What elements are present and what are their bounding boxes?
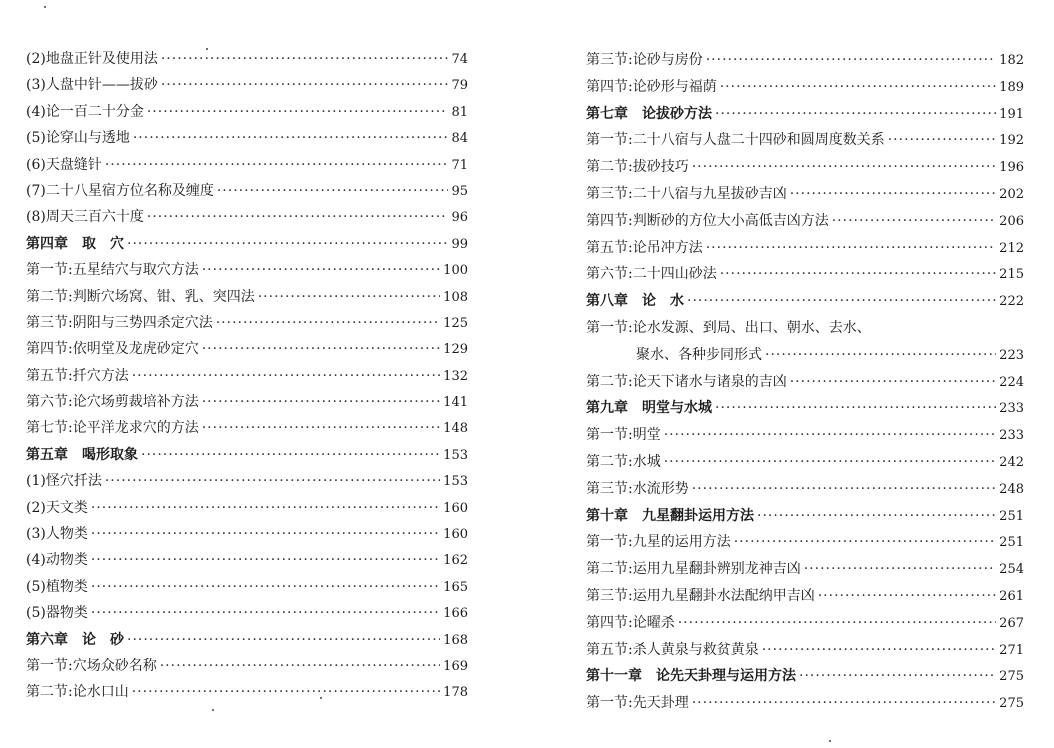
toc-entry	[26, 468, 468, 494]
toc-page-number: 242	[999, 454, 1024, 470]
toc-entry-label: 第四节:依明堂及龙虎砂定穴	[26, 341, 199, 358]
toc-page-number: 95	[451, 183, 468, 199]
toc-entry	[586, 154, 1024, 181]
scan-speck	[212, 709, 214, 711]
toc-leader-dots	[161, 46, 449, 72]
toc-entry-label: (5)器物类	[26, 605, 88, 622]
toc-entry	[26, 178, 468, 204]
toc-right-page	[586, 0, 1024, 717]
toc-page-number: 206	[999, 213, 1024, 229]
toc-entry-label: 第六节:二十四山砂法	[586, 266, 717, 283]
toc-chapter-entry	[586, 663, 1024, 690]
toc-entry	[26, 336, 468, 362]
scan-speck	[44, 6, 46, 8]
toc-page-number: 100	[443, 263, 468, 279]
toc-entry	[586, 127, 1024, 154]
toc-entry	[586, 556, 1024, 583]
toc-entry-label: (8)周天三百六十度	[26, 209, 144, 226]
toc-page-number: 148	[443, 421, 468, 437]
toc-entry	[26, 310, 468, 336]
toc-leader-dots	[160, 653, 440, 679]
toc-leader-dots	[127, 627, 440, 653]
toc-entry-label: 第一节:五星结穴与取穴方法	[26, 262, 199, 279]
toc-leader-dots	[216, 310, 440, 336]
toc-entry	[26, 152, 468, 178]
toc-entry-label: (6)天盘缝针	[26, 156, 102, 173]
toc-entry	[586, 74, 1024, 101]
toc-entry-label: 第十一章 论先天卦理与运用方法	[586, 668, 796, 685]
toc-chapter-entry	[586, 288, 1024, 315]
toc-entry-label: 第四节:论曜杀	[586, 614, 675, 631]
toc-entry	[26, 653, 468, 679]
toc-chapter-entry	[26, 442, 468, 468]
toc-leader-dots	[147, 99, 449, 125]
toc-entry-label: 第四节:判断砂的方位大小高低吉凶方法	[586, 212, 829, 229]
toc-entry-label: (4)动物类	[26, 552, 88, 569]
toc-page-number: 84	[451, 131, 468, 147]
toc-entry-label: 第一节:论水发源、到局、出口、朝水、去水、	[586, 319, 871, 336]
toc-leader-dots	[132, 679, 440, 705]
toc-entry-label: (1)怪穴扦法	[26, 473, 102, 490]
toc-entry-label: 第十章 九星翻卦运用方法	[586, 507, 754, 524]
toc-leader-dots	[217, 178, 449, 204]
toc-entry-label: 第六节:论穴场剪裁培补方法	[26, 394, 199, 411]
toc-page-number: 271	[999, 642, 1024, 658]
toc-entry-label: 第五章 喝形取象	[26, 446, 138, 463]
toc-leader-dots	[147, 204, 449, 230]
toc-leader-dots	[161, 72, 449, 98]
toc-page-number: 223	[999, 347, 1024, 363]
toc-chapter-entry	[586, 503, 1024, 530]
toc-entry	[26, 415, 468, 441]
toc-entry-label: 第四章 取 穴	[26, 235, 124, 252]
toc-page-number: 153	[443, 447, 468, 463]
toc-entry	[586, 47, 1024, 74]
toc-entry	[26, 600, 468, 626]
toc-entry-label: (7)二十八星宿方位名称及缠度	[26, 182, 214, 199]
toc-entry	[586, 449, 1024, 476]
toc-entry-label: (2)天文类	[26, 499, 88, 516]
toc-page-number: 251	[999, 535, 1024, 551]
toc-page-number: 129	[443, 342, 468, 358]
toc-leader-dots	[105, 468, 440, 494]
toc-leader-dots	[91, 521, 440, 547]
toc-leader-dots	[91, 547, 440, 573]
toc-page-number: 81	[451, 104, 468, 120]
toc-page-number: 162	[443, 553, 468, 569]
toc-entry-label: 第七章 论拔砂方法	[586, 105, 712, 122]
toc-entry-label: 第一节:穴场众砂名称	[26, 657, 157, 674]
toc-entry-label: 第九章 明堂与水城	[586, 400, 712, 417]
toc-page-number: 196	[999, 160, 1024, 176]
toc-page-number: 251	[999, 508, 1024, 524]
toc-page-number: 108	[443, 289, 468, 305]
toc-entry	[586, 369, 1024, 396]
toc-entry	[586, 476, 1024, 503]
toc-entry	[26, 72, 468, 98]
toc-entry-label: (3)人盘中针——拔砂	[26, 77, 158, 94]
toc-leader-dots	[692, 690, 996, 717]
toc-page-number: 248	[999, 481, 1024, 497]
toc-leader-dots	[127, 231, 448, 257]
toc-entry	[26, 363, 468, 389]
toc-leader-dots	[105, 152, 449, 178]
toc-leader-dots	[258, 284, 440, 310]
toc-entry	[586, 235, 1024, 262]
toc-leader-dots	[91, 574, 440, 600]
toc-leader-dots	[888, 127, 996, 154]
toc-page-number: 191	[999, 106, 1024, 122]
toc-entry	[586, 181, 1024, 208]
toc-page-number: 165	[443, 579, 468, 595]
toc-page-number: 275	[999, 669, 1024, 685]
toc-leader-dots	[715, 395, 996, 422]
toc-page-number: 71	[451, 157, 468, 173]
toc-entry	[26, 257, 468, 283]
scan-speck	[320, 697, 322, 699]
toc-leader-dots	[715, 101, 996, 128]
toc-page-number: 99	[451, 236, 468, 252]
toc-leader-dots	[91, 600, 440, 626]
toc-entry	[26, 521, 468, 547]
toc-page-number: 202	[999, 186, 1024, 202]
toc-chapter-entry	[26, 231, 468, 257]
toc-leader-dots	[132, 363, 440, 389]
toc-entry-label: 第七节:论平洋龙求穴的方法	[26, 420, 199, 437]
toc-page-number: 166	[443, 606, 468, 622]
toc-entry	[26, 679, 468, 705]
toc-entry-label: 第三节:论砂与房份	[586, 52, 703, 68]
toc-leader-dots	[141, 442, 440, 468]
toc-entry	[26, 125, 468, 151]
toc-page-number: 212	[999, 240, 1024, 256]
toc-entry-label: 第一节:九星的运用方法	[586, 534, 731, 551]
toc-entry-label: 第五节:杀人黄泉与救贫黄泉	[586, 641, 759, 658]
toc-entry	[586, 208, 1024, 235]
toc-left-page	[26, 0, 468, 706]
scan-speck	[829, 740, 831, 742]
toc-leader-dots	[687, 288, 996, 315]
toc-entry	[586, 610, 1024, 637]
toc-leader-dots	[720, 74, 996, 101]
scan-speck	[206, 48, 208, 50]
toc-leader-dots	[91, 495, 440, 521]
toc-entry	[26, 574, 468, 600]
toc-page-number: 160	[443, 500, 468, 516]
toc-page-number: 160	[443, 527, 468, 543]
toc-entry-label: (2)地盘正针及使用法	[26, 51, 158, 67]
toc-page-number: 168	[443, 632, 468, 648]
toc-entry-label: 第五节:扦穴方法	[26, 367, 129, 384]
toc-entry-label: 第二节:论天下诸水与诸泉的吉凶	[586, 373, 787, 390]
toc-page-number: 169	[443, 658, 468, 674]
toc-entry	[586, 422, 1024, 449]
toc-leader-dots	[202, 257, 440, 283]
toc-leader-dots	[202, 389, 440, 415]
toc-page-number: 275	[999, 696, 1024, 712]
toc-leader-dots	[720, 261, 996, 288]
toc-page-number: 141	[443, 395, 468, 411]
toc-leader-dots	[762, 637, 996, 664]
toc-entry	[586, 583, 1024, 610]
toc-entry-label: 第二节:论水口山	[26, 684, 129, 701]
toc-entry-label: 第二节:水城	[586, 453, 661, 470]
toc-entry-label: 第一节:二十八宿与人盘二十四砂和圆周度数关系	[586, 132, 885, 149]
toc-leader-dots	[692, 154, 996, 181]
toc-page-number: 182	[999, 53, 1024, 68]
toc-leader-dots	[202, 415, 440, 441]
toc-page-number: 125	[443, 315, 468, 331]
toc-page-number: 224	[999, 374, 1024, 390]
toc-entry-label: 第二节:运用九星翻卦辨别龙神吉凶	[586, 561, 801, 578]
toc-entry	[26, 46, 468, 72]
toc-leader-dots	[692, 476, 996, 503]
toc-entry-label: (4)论一百二十分金	[26, 103, 144, 120]
toc-chapter-entry	[586, 395, 1024, 422]
toc-leader-dots	[765, 342, 996, 369]
toc-entry-label: 第二节:判断穴场窝、钳、乳、突四法	[26, 288, 255, 305]
toc-page-number: 74	[451, 52, 468, 67]
toc-entry-label: 第三节:运用九星翻卦水法配纳甲吉凶	[586, 587, 815, 604]
toc-entry	[586, 315, 1024, 342]
toc-entry-label: 第二节:拔砂技巧	[586, 159, 689, 176]
toc-page-number: 215	[999, 267, 1024, 283]
toc-leader-dots	[133, 125, 449, 151]
toc-page-number: 192	[999, 133, 1024, 149]
toc-leader-dots	[804, 556, 996, 583]
toc-page-number: 132	[443, 368, 468, 384]
toc-page-number: 267	[999, 615, 1024, 631]
toc-entry-label: 第六章 论 砂	[26, 631, 124, 648]
toc-leader-dots	[734, 529, 996, 556]
toc-entry	[26, 284, 468, 310]
toc-leader-dots	[664, 449, 996, 476]
toc-entry	[26, 495, 468, 521]
toc-leader-dots	[757, 503, 996, 530]
toc-entry	[26, 547, 468, 573]
toc-page-number: 233	[999, 428, 1024, 444]
toc-entry	[586, 637, 1024, 664]
toc-leader-dots	[832, 208, 996, 235]
toc-entry	[586, 261, 1024, 288]
toc-leader-dots	[706, 235, 996, 262]
toc-page-number: 261	[999, 588, 1024, 604]
toc-page-number: 254	[999, 562, 1024, 578]
toc-entry	[26, 389, 468, 415]
toc-leader-dots	[664, 422, 996, 449]
toc-entry-label: 第三节:二十八宿与九星拔砂吉凶	[586, 185, 787, 202]
toc-entry-label: 第一节:先天卦理	[586, 695, 689, 712]
toc-chapter-entry	[586, 101, 1024, 128]
toc-entry-label: 聚水、各种步同形式	[636, 346, 762, 363]
toc-page-number: 79	[451, 78, 468, 94]
toc-entry	[26, 204, 468, 230]
toc-entry	[586, 529, 1024, 556]
toc-page-number: 233	[999, 401, 1024, 417]
toc-page-number: 153	[443, 474, 468, 490]
toc-entry-label: 第三节:水流形势	[586, 480, 689, 497]
toc-entry-label: (5)植物类	[26, 578, 88, 595]
toc-leader-dots	[706, 47, 996, 74]
toc-entry-label: (5)论穿山与透地	[26, 130, 130, 147]
toc-leader-dots	[790, 181, 996, 208]
toc-leader-dots	[202, 336, 440, 362]
toc-entry-label: (3)人物类	[26, 526, 88, 543]
toc-entry	[586, 690, 1024, 717]
toc-leader-dots	[818, 583, 996, 610]
toc-entry-label: 第三节:阴阳与三势四杀定穴法	[26, 314, 213, 331]
toc-entry	[586, 342, 1024, 369]
toc-leader-dots	[799, 663, 996, 690]
toc-entry-label: 第八章 论 水	[586, 293, 684, 310]
toc-entry-label: 第五节:论吊冲方法	[586, 239, 703, 256]
toc-entry	[26, 99, 468, 125]
toc-page-number: 222	[999, 294, 1024, 310]
toc-chapter-entry	[26, 627, 468, 653]
toc-page-number: 96	[451, 210, 468, 226]
toc-page-number: 178	[443, 685, 468, 701]
toc-entry-label: 第一节:明堂	[586, 427, 661, 444]
toc-leader-dots	[790, 369, 996, 396]
toc-page-number: 189	[999, 79, 1024, 95]
toc-entry-label: 第四节:论砂形与福荫	[586, 78, 717, 95]
toc-leader-dots	[678, 610, 996, 637]
